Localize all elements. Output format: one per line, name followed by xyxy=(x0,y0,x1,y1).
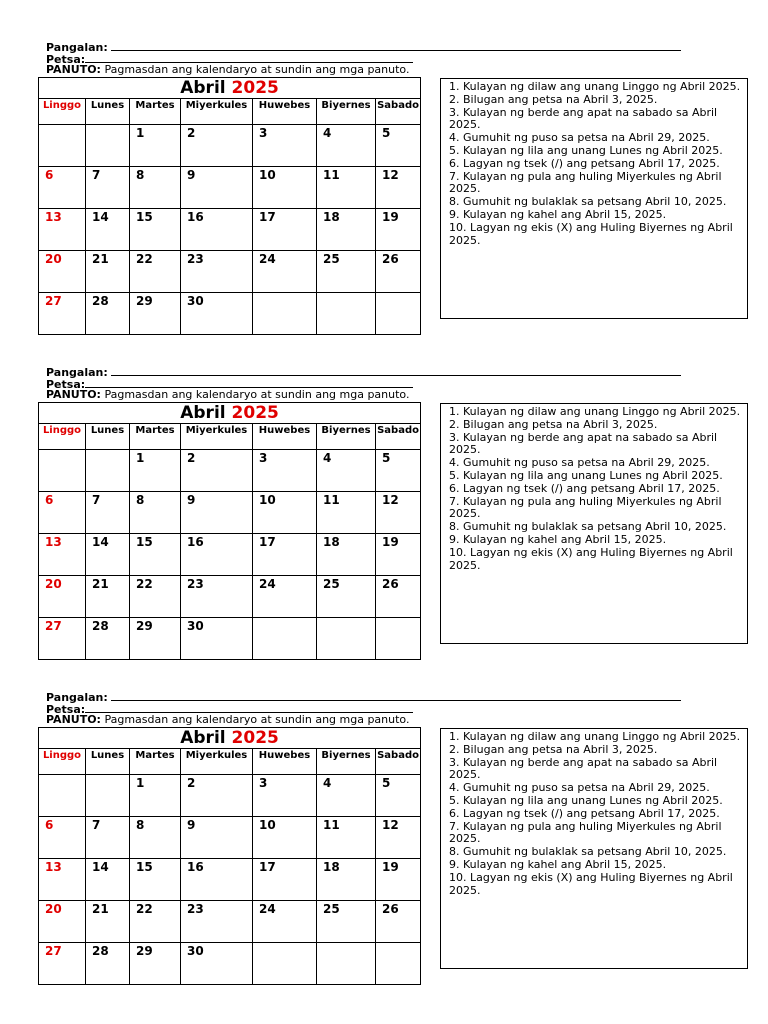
instruction-item: 10. Lagyan ng ekis (X) ang Huling Biyernes ng Abril 2025. xyxy=(449,220,733,247)
calendar-week-row xyxy=(39,293,421,335)
calendar-day-cell: 27 xyxy=(39,943,86,985)
calendar-day-cell xyxy=(86,125,130,167)
calendar-day-cell: 25 xyxy=(317,576,376,618)
calendar-week-row xyxy=(39,209,421,251)
calendar-day-cell xyxy=(86,450,130,492)
calendar-day-cell: 13 xyxy=(39,209,86,251)
calendar-day-cell: 30 xyxy=(181,618,253,660)
calendar-day-cell: 29 xyxy=(130,618,181,660)
weekday-header: Martes xyxy=(130,424,181,450)
calendar-day-cell: 16 xyxy=(181,209,253,251)
date-blank xyxy=(85,377,413,388)
calendar-day-cell xyxy=(317,293,376,335)
calendar-day-cell: 12 xyxy=(376,817,421,859)
calendar-day-cell: 9 xyxy=(181,492,253,534)
calendar-day-cell: 3 xyxy=(253,125,317,167)
calendar-day-cell: 2 xyxy=(181,125,253,167)
calendar-day-cell: 10 xyxy=(253,167,317,209)
calendar-day-cell: 7 xyxy=(86,167,130,209)
instruction-item: 7. Kulayan ng pula ang huling Miyerkules ng Abril 2025. xyxy=(449,819,722,846)
calendar-day-cell: 10 xyxy=(253,817,317,859)
calendar-day-cell: 6 xyxy=(39,492,86,534)
instruction-item: 1. Kulayan ng dilaw ang unang Linggo ng Abril 2025. xyxy=(449,80,741,93)
calendar-day-cell: 23 xyxy=(181,901,253,943)
weekday-header-row xyxy=(39,99,421,125)
calendar-day-cell: 14 xyxy=(86,534,130,576)
calendar-day-cell: 28 xyxy=(86,618,130,660)
calendar-day-cell: 30 xyxy=(181,943,253,985)
calendar-day-cell: 6 xyxy=(39,167,86,209)
directions-label: PANUTO: xyxy=(46,713,101,726)
calendar-title xyxy=(39,728,421,749)
calendar-day-cell: 7 xyxy=(86,492,130,534)
weekday-header: Linggo xyxy=(39,749,86,775)
calendar-day-cell: 23 xyxy=(181,576,253,618)
calendar-day-cell: 22 xyxy=(130,251,181,293)
calendar-day-cell: 19 xyxy=(376,534,421,576)
calendar-week-row xyxy=(39,901,421,943)
weekday-header: Linggo xyxy=(39,424,86,450)
calendar-day-cell: 14 xyxy=(86,859,130,901)
calendar-day-cell xyxy=(253,618,317,660)
calendar-day-cell: 20 xyxy=(39,251,86,293)
calendar-day-cell: 22 xyxy=(130,901,181,943)
weekday-header: Miyerkules xyxy=(181,749,253,775)
weekday-header: Miyerkules xyxy=(181,99,253,125)
calendar-day-cell: 12 xyxy=(376,492,421,534)
calendar-day-cell: 8 xyxy=(130,167,181,209)
date-blank xyxy=(85,702,413,713)
calendar-day-cell xyxy=(376,943,421,985)
instruction-item: 7. Kulayan ng pula ang huling Miyerkules ng Abril 2025. xyxy=(449,169,722,196)
calendar-day-cell: 1 xyxy=(130,450,181,492)
calendar-table xyxy=(38,727,421,985)
weekday-header-row xyxy=(39,424,421,450)
directions-label: PANUTO: xyxy=(46,63,101,76)
weekday-header-row xyxy=(39,749,421,775)
instructions-box xyxy=(440,728,748,969)
instruction-item: 8. Gumuhit ng bulaklak sa petsang Abril 10, 2025. xyxy=(449,520,727,534)
calendar-week-row xyxy=(39,576,421,618)
calendar-week-row xyxy=(39,534,421,576)
calendar-week-row xyxy=(39,125,421,167)
calendar-day-cell: 24 xyxy=(253,901,317,943)
weekday-header: Sabado xyxy=(376,99,421,125)
calendar-day-cell: 21 xyxy=(86,901,130,943)
calendar-week-row xyxy=(39,618,421,660)
calendar-week-row xyxy=(39,859,421,901)
weekday-header: Sabado xyxy=(376,424,421,450)
name-label: Pangalan: xyxy=(46,41,108,54)
directions-line xyxy=(46,389,409,401)
weekday-header: Lunes xyxy=(86,749,130,775)
calendar-day-cell: 26 xyxy=(376,251,421,293)
calendar-day-cell: 13 xyxy=(39,534,86,576)
calendar-month: Abril xyxy=(180,403,226,423)
weekday-header: Biyernes xyxy=(317,424,376,450)
directions-text: Pagmasdan ang kalendaryo at sundin ang mga panuto. xyxy=(104,388,410,401)
instruction-item: 3. Kulayan ng berde ang apat na sabado sa Abril 2025. xyxy=(449,755,718,782)
calendar-day-cell: 2 xyxy=(181,450,253,492)
directions-label: PANUTO: xyxy=(46,388,101,401)
weekday-header: Huwebes xyxy=(253,749,317,775)
calendar-day-cell: 5 xyxy=(376,775,421,817)
calendar-day-cell: 16 xyxy=(181,859,253,901)
calendar-day-cell xyxy=(376,293,421,335)
instruction-item: 8. Gumuhit ng bulaklak sa petsang Abril 10, 2025. xyxy=(449,845,727,859)
calendar-day-cell xyxy=(253,293,317,335)
calendar-month: Abril xyxy=(180,78,226,98)
calendar-week-row xyxy=(39,167,421,209)
calendar-day-cell: 4 xyxy=(317,775,376,817)
calendar-day-cell: 10 xyxy=(253,492,317,534)
calendar-day-cell: 14 xyxy=(86,209,130,251)
calendar-day-cell xyxy=(39,125,86,167)
weekday-header: Lunes xyxy=(86,99,130,125)
calendar-day-cell xyxy=(376,618,421,660)
weekday-header: Martes xyxy=(130,749,181,775)
calendar-day-cell: 25 xyxy=(317,251,376,293)
calendar-day-cell: 23 xyxy=(181,251,253,293)
calendar-day-cell: 18 xyxy=(317,209,376,251)
calendar-day-cell: 27 xyxy=(39,618,86,660)
calendar-year: 2025 xyxy=(231,78,279,98)
weekday-header: Linggo xyxy=(39,99,86,125)
calendar-day-cell: 29 xyxy=(130,943,181,985)
calendar-day-cell: 19 xyxy=(376,209,421,251)
date-label: Petsa: xyxy=(46,378,86,391)
calendar-day-cell: 20 xyxy=(39,576,86,618)
name-blank xyxy=(111,365,681,376)
instructions-box xyxy=(440,78,748,319)
calendar-week-row xyxy=(39,251,421,293)
calendar-day-cell: 28 xyxy=(86,293,130,335)
calendar-day-cell: 3 xyxy=(253,775,317,817)
calendar-day-cell: 15 xyxy=(130,209,181,251)
calendar-day-cell xyxy=(317,943,376,985)
calendar-day-cell: 7 xyxy=(86,817,130,859)
instruction-item: 8. Gumuhit ng bulaklak sa petsang Abril 10, 2025. xyxy=(449,195,727,209)
calendar-year: 2025 xyxy=(231,728,279,748)
calendar-day-cell: 15 xyxy=(130,859,181,901)
weekday-header: Huwebes xyxy=(253,424,317,450)
directions-text: Pagmasdan ang kalendaryo at sundin ang mga panuto. xyxy=(104,63,410,76)
name-label: Pangalan: xyxy=(46,366,108,379)
worksheet xyxy=(0,363,768,688)
calendar-day-cell: 8 xyxy=(130,817,181,859)
calendar-day-cell xyxy=(86,775,130,817)
calendar-day-cell: 4 xyxy=(317,450,376,492)
calendar-day-cell: 11 xyxy=(317,167,376,209)
calendar-week-row xyxy=(39,775,421,817)
calendar-day-cell: 25 xyxy=(317,901,376,943)
calendar-day-cell: 9 xyxy=(181,167,253,209)
calendar-day-cell: 27 xyxy=(39,293,86,335)
name-blank xyxy=(111,690,681,701)
instruction-item: 2. Bilugan ang petsa na Abril 3, 2025. xyxy=(449,92,658,106)
calendar-title xyxy=(39,78,421,99)
calendar-day-cell: 3 xyxy=(253,450,317,492)
calendar-month: Abril xyxy=(180,728,226,748)
calendar-day-cell: 21 xyxy=(86,576,130,618)
calendar-day-cell: 30 xyxy=(181,293,253,335)
calendar-day-cell: 5 xyxy=(376,450,421,492)
calendar-day-cell: 17 xyxy=(253,534,317,576)
calendar-day-cell: 17 xyxy=(253,209,317,251)
calendar-day-cell xyxy=(39,775,86,817)
calendar-week-row xyxy=(39,492,421,534)
instruction-item: 9. Kulayan ng kahel ang Abril 15, 2025. xyxy=(449,207,667,221)
instruction-item: 3. Kulayan ng berde ang apat na sabado sa Abril 2025. xyxy=(449,105,718,132)
calendar-day-cell xyxy=(39,450,86,492)
instruction-item: 6. Lagyan ng tsek (/) ang petsang Abril 17, 2025. xyxy=(449,481,720,495)
instruction-item: 3. Kulayan ng berde ang apat na sabado sa Abril 2025. xyxy=(449,430,718,457)
instruction-item: 5. Kulayan ng lila ang unang Lunes ng Abril 2025. xyxy=(449,143,723,157)
calendar-year: 2025 xyxy=(231,403,279,423)
name-blank xyxy=(111,40,681,51)
instructions-box xyxy=(440,403,748,644)
calendar-table xyxy=(38,402,421,660)
worksheet xyxy=(0,38,768,363)
calendar-day-cell: 9 xyxy=(181,817,253,859)
calendar-week-row xyxy=(39,450,421,492)
instruction-item: 2. Bilugan ang petsa na Abril 3, 2025. xyxy=(449,742,658,756)
calendar-table xyxy=(38,77,421,335)
instruction-item: 5. Kulayan ng lila ang unang Lunes ng Abril 2025. xyxy=(449,793,723,807)
calendar-day-cell: 1 xyxy=(130,125,181,167)
instruction-item: 7. Kulayan ng pula ang huling Miyerkules ng Abril 2025. xyxy=(449,494,722,521)
instruction-item: 10. Lagyan ng ekis (X) ang Huling Biyernes ng Abril 2025. xyxy=(449,870,733,897)
calendar-day-cell: 2 xyxy=(181,775,253,817)
instruction-item: 1. Kulayan ng dilaw ang unang Linggo ng Abril 2025. xyxy=(449,405,741,418)
weekday-header: Biyernes xyxy=(317,749,376,775)
calendar-day-cell: 19 xyxy=(376,859,421,901)
calendar-day-cell: 18 xyxy=(317,534,376,576)
calendar-day-cell: 5 xyxy=(376,125,421,167)
calendar-day-cell: 6 xyxy=(39,817,86,859)
date-label: Petsa: xyxy=(46,53,86,66)
instruction-item: 2. Bilugan ang petsa na Abril 3, 2025. xyxy=(449,417,658,431)
calendar-day-cell: 24 xyxy=(253,251,317,293)
instruction-item: 10. Lagyan ng ekis (X) ang Huling Biyernes ng Abril 2025. xyxy=(449,545,733,572)
calendar-day-cell: 11 xyxy=(317,817,376,859)
instruction-item: 9. Kulayan ng kahel ang Abril 15, 2025. xyxy=(449,532,667,546)
calendar-day-cell: 26 xyxy=(376,901,421,943)
calendar-week-row xyxy=(39,817,421,859)
weekday-header: Lunes xyxy=(86,424,130,450)
calendar-day-cell: 4 xyxy=(317,125,376,167)
directions-line xyxy=(46,64,409,76)
instruction-item: 5. Kulayan ng lila ang unang Lunes ng Abril 2025. xyxy=(449,468,723,482)
calendar-day-cell: 8 xyxy=(130,492,181,534)
calendar-day-cell: 12 xyxy=(376,167,421,209)
instruction-item: 1. Kulayan ng dilaw ang unang Linggo ng Abril 2025. xyxy=(449,730,741,743)
name-label: Pangalan: xyxy=(46,691,108,704)
calendar-day-cell: 26 xyxy=(376,576,421,618)
worksheet xyxy=(0,688,768,1013)
directions-line xyxy=(46,714,409,726)
calendar-day-cell xyxy=(253,943,317,985)
weekday-header: Miyerkules xyxy=(181,424,253,450)
calendar-title xyxy=(39,403,421,424)
weekday-header: Huwebes xyxy=(253,99,317,125)
date-blank xyxy=(85,52,413,63)
calendar-day-cell: 22 xyxy=(130,576,181,618)
instruction-item: 4. Gumuhit ng puso sa petsa na Abril 29, 2025. xyxy=(449,131,710,145)
calendar-day-cell: 13 xyxy=(39,859,86,901)
directions-text: Pagmasdan ang kalendaryo at sundin ang mga panuto. xyxy=(104,713,410,726)
date-label: Petsa: xyxy=(46,703,86,716)
calendar-day-cell: 28 xyxy=(86,943,130,985)
instruction-item: 9. Kulayan ng kahel ang Abril 15, 2025. xyxy=(449,857,667,871)
calendar-day-cell xyxy=(317,618,376,660)
calendar-day-cell: 18 xyxy=(317,859,376,901)
weekday-header: Martes xyxy=(130,99,181,125)
instruction-item: 4. Gumuhit ng puso sa petsa na Abril 29, 2025. xyxy=(449,456,710,470)
calendar-day-cell: 1 xyxy=(130,775,181,817)
instruction-item: 6. Lagyan ng tsek (/) ang petsang Abril 17, 2025. xyxy=(449,806,720,820)
instruction-item: 6. Lagyan ng tsek (/) ang petsang Abril 17, 2025. xyxy=(449,156,720,170)
calendar-day-cell: 11 xyxy=(317,492,376,534)
calendar-day-cell: 15 xyxy=(130,534,181,576)
calendar-week-row xyxy=(39,943,421,985)
weekday-header: Sabado xyxy=(376,749,421,775)
weekday-header: Biyernes xyxy=(317,99,376,125)
calendar-day-cell: 17 xyxy=(253,859,317,901)
calendar-day-cell: 16 xyxy=(181,534,253,576)
instruction-item: 4. Gumuhit ng puso sa petsa na Abril 29, 2025. xyxy=(449,781,710,795)
calendar-day-cell: 20 xyxy=(39,901,86,943)
calendar-day-cell: 24 xyxy=(253,576,317,618)
calendar-day-cell: 21 xyxy=(86,251,130,293)
calendar-day-cell: 29 xyxy=(130,293,181,335)
